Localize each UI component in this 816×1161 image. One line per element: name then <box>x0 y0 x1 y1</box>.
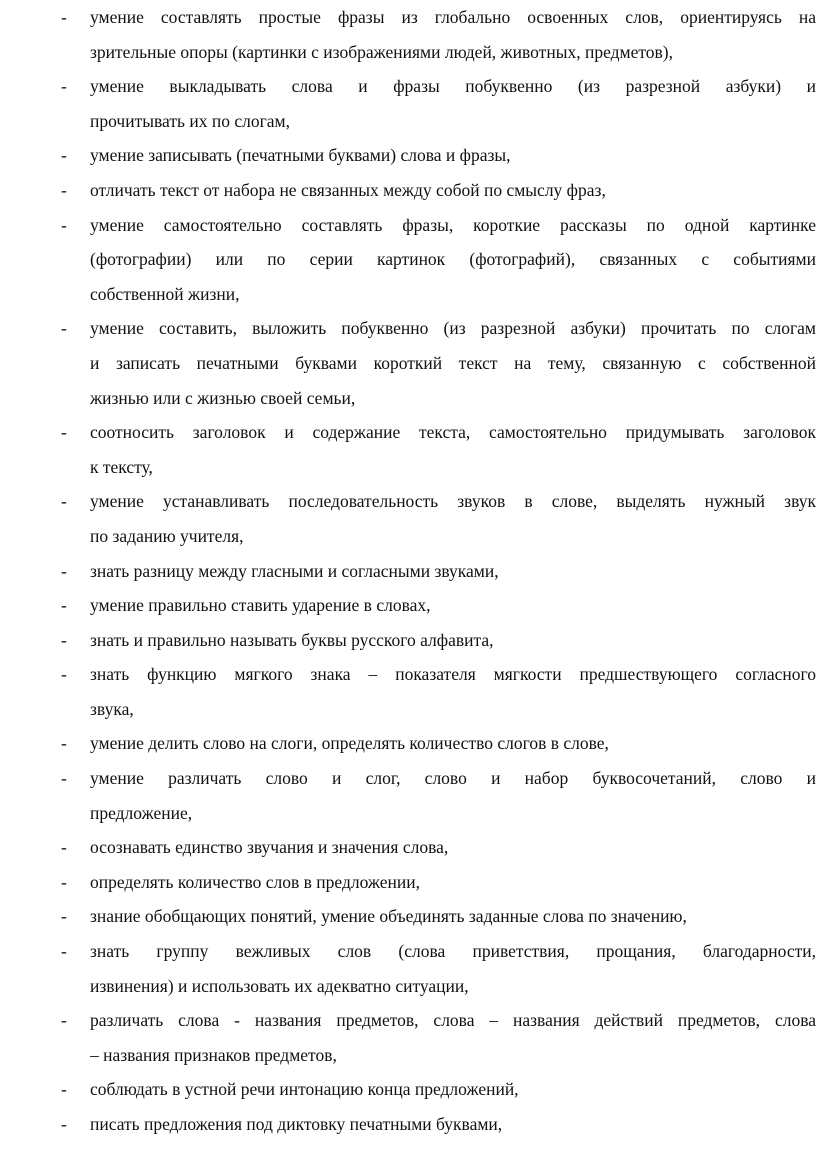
text-line: (фотографии) или по серии картинок (фотографий), связанных с событиями <box>90 249 816 270</box>
text-line: и записать печатными буквами короткий текст на тему, связанную с собственной <box>90 352 816 373</box>
list-bullet-dash: - <box>61 871 67 892</box>
text-line: умение устанавливать последовательность звуков в слове, выделять нужный звук <box>90 491 816 512</box>
text-line: собственной жизни, <box>90 283 240 304</box>
text-line: жизнью или с жизнью своей семьи, <box>90 387 356 408</box>
list-item <box>0 726 816 761</box>
list-item <box>0 173 816 208</box>
list-item-text <box>90 899 816 934</box>
list-item-text <box>90 173 816 208</box>
list-item-text <box>90 726 816 761</box>
list-item <box>0 761 816 830</box>
list-bullet-dash: - <box>61 491 67 512</box>
text-line: извинения) и использовать их адекватно ситуации, <box>90 975 469 996</box>
text-line: знать группу вежливых слов (слова приветствия, прощания, благодарности, <box>90 941 816 962</box>
list-item-text <box>90 623 816 658</box>
list-bullet-dash: - <box>61 560 67 581</box>
text-line: прочитывать их по слогам, <box>90 110 290 131</box>
text-line: определять количество слов в предложении, <box>90 871 421 892</box>
text-line: умение правильно ставить ударение в словах, <box>90 595 431 616</box>
text-line: умение составить, выложить побуквенно (из разрезной азбуки) прочитать по слогам <box>90 318 816 339</box>
text-line: соотносить заголовок и содержание текста, самостоятельно придумывать заголовок <box>90 422 816 443</box>
list-item <box>0 899 816 934</box>
text-line: предложение, <box>90 802 193 823</box>
list-item <box>0 69 816 138</box>
list-bullet-dash: - <box>61 1079 67 1100</box>
list-item <box>0 623 816 658</box>
list-bullet-dash: - <box>61 595 67 616</box>
list-item-text <box>90 761 816 830</box>
list-item-text <box>90 69 816 138</box>
list-item <box>0 865 816 900</box>
text-line: звука, <box>90 698 134 719</box>
list-item <box>0 1107 816 1142</box>
list-item-text <box>90 138 816 173</box>
text-line: отличать текст от набора не связанных между собой по смыслу фраз, <box>90 179 606 200</box>
list-bullet-dash: - <box>61 941 67 962</box>
list-bullet-dash: - <box>61 906 67 927</box>
text-line: умение самостоятельно составлять фразы, короткие рассказы по одной картинке <box>90 214 816 235</box>
text-line: писать предложения под диктовку печатными буквами, <box>90 1114 503 1134</box>
list-item-text <box>90 311 816 415</box>
list-item <box>0 311 816 415</box>
list-item-text <box>90 588 816 623</box>
text-line: различать слова - названия предметов, слова – названия действий предметов, слова <box>90 1010 816 1031</box>
text-line: знать и правильно называть буквы русского алфавита, <box>90 629 494 650</box>
list-bullet-dash: - <box>61 422 67 443</box>
list-item-text <box>90 1072 816 1107</box>
list-item <box>0 0 816 69</box>
list-bullet-dash: - <box>61 664 67 685</box>
list-bullet-dash: - <box>61 145 67 166</box>
list-item-text <box>90 0 816 69</box>
list-item-text <box>90 415 816 484</box>
list-bullet-dash: - <box>61 318 67 339</box>
list-bullet-dash: - <box>61 76 67 97</box>
text-line: умение делить слово на слоги, определять количество слогов в слове, <box>90 733 609 754</box>
list-item <box>0 415 816 484</box>
text-line: знание обобщающих понятий, умение объединять заданные слова по значению, <box>90 906 687 927</box>
list-bullet-dash: - <box>61 179 67 200</box>
list-bullet-dash: - <box>61 837 67 858</box>
text-line: по заданию учителя, <box>90 525 244 546</box>
list-item-text <box>90 865 816 900</box>
list-item <box>0 830 816 865</box>
text-line: к тексту, <box>90 456 153 477</box>
list-item <box>0 934 816 1003</box>
text-line: соблюдать в устной речи интонацию конца предложений, <box>90 1079 519 1100</box>
text-line: умение различать слово и слог, слово и набор буквосочетаний, слово и <box>90 768 816 789</box>
text-line: умение записывать (печатными буквами) слова и фразы, <box>90 145 511 166</box>
list-bullet-dash: - <box>61 1114 67 1134</box>
list-item-text <box>90 934 816 1003</box>
list-bullet-dash: - <box>61 733 67 754</box>
list-item-text <box>90 1003 816 1072</box>
list-bullet-dash: - <box>61 214 67 235</box>
list-bullet-dash: - <box>61 768 67 789</box>
list-bullet-dash: - <box>61 629 67 650</box>
list-item <box>0 657 816 726</box>
text-line: – названия признаков предметов, <box>90 1044 337 1065</box>
text-line: осознавать единство звучания и значения слова, <box>90 837 449 858</box>
text-line: умение выкладывать слова и фразы побуквенно (из разрезной азбуки) и <box>90 76 816 97</box>
list-item <box>0 1072 816 1107</box>
text-line: знать функцию мягкого знака – показателя мягкости предшествующего согласного <box>90 664 816 685</box>
list-item <box>0 484 816 553</box>
list-bullet-dash: - <box>61 7 67 27</box>
text-line: умение составлять простые фразы из глобально освоенных слов, ориентируясь на <box>90 7 816 27</box>
list-item-text <box>90 830 816 865</box>
list-bullet-dash: - <box>61 1010 67 1031</box>
list-item <box>0 208 816 312</box>
list-item <box>0 554 816 589</box>
list-item <box>0 1003 816 1072</box>
text-line: знать разницу между гласными и согласными звуками, <box>90 560 499 581</box>
list-item-text <box>90 1107 816 1142</box>
list-item <box>0 588 816 623</box>
text-line: зрительные опоры (картинки с изображениями людей, животных, предметов), <box>90 41 673 62</box>
list-item-text <box>90 554 816 589</box>
list-item-text <box>90 208 816 312</box>
list-item-text <box>90 657 816 726</box>
list-item-text <box>90 484 816 553</box>
list-item <box>0 138 816 173</box>
